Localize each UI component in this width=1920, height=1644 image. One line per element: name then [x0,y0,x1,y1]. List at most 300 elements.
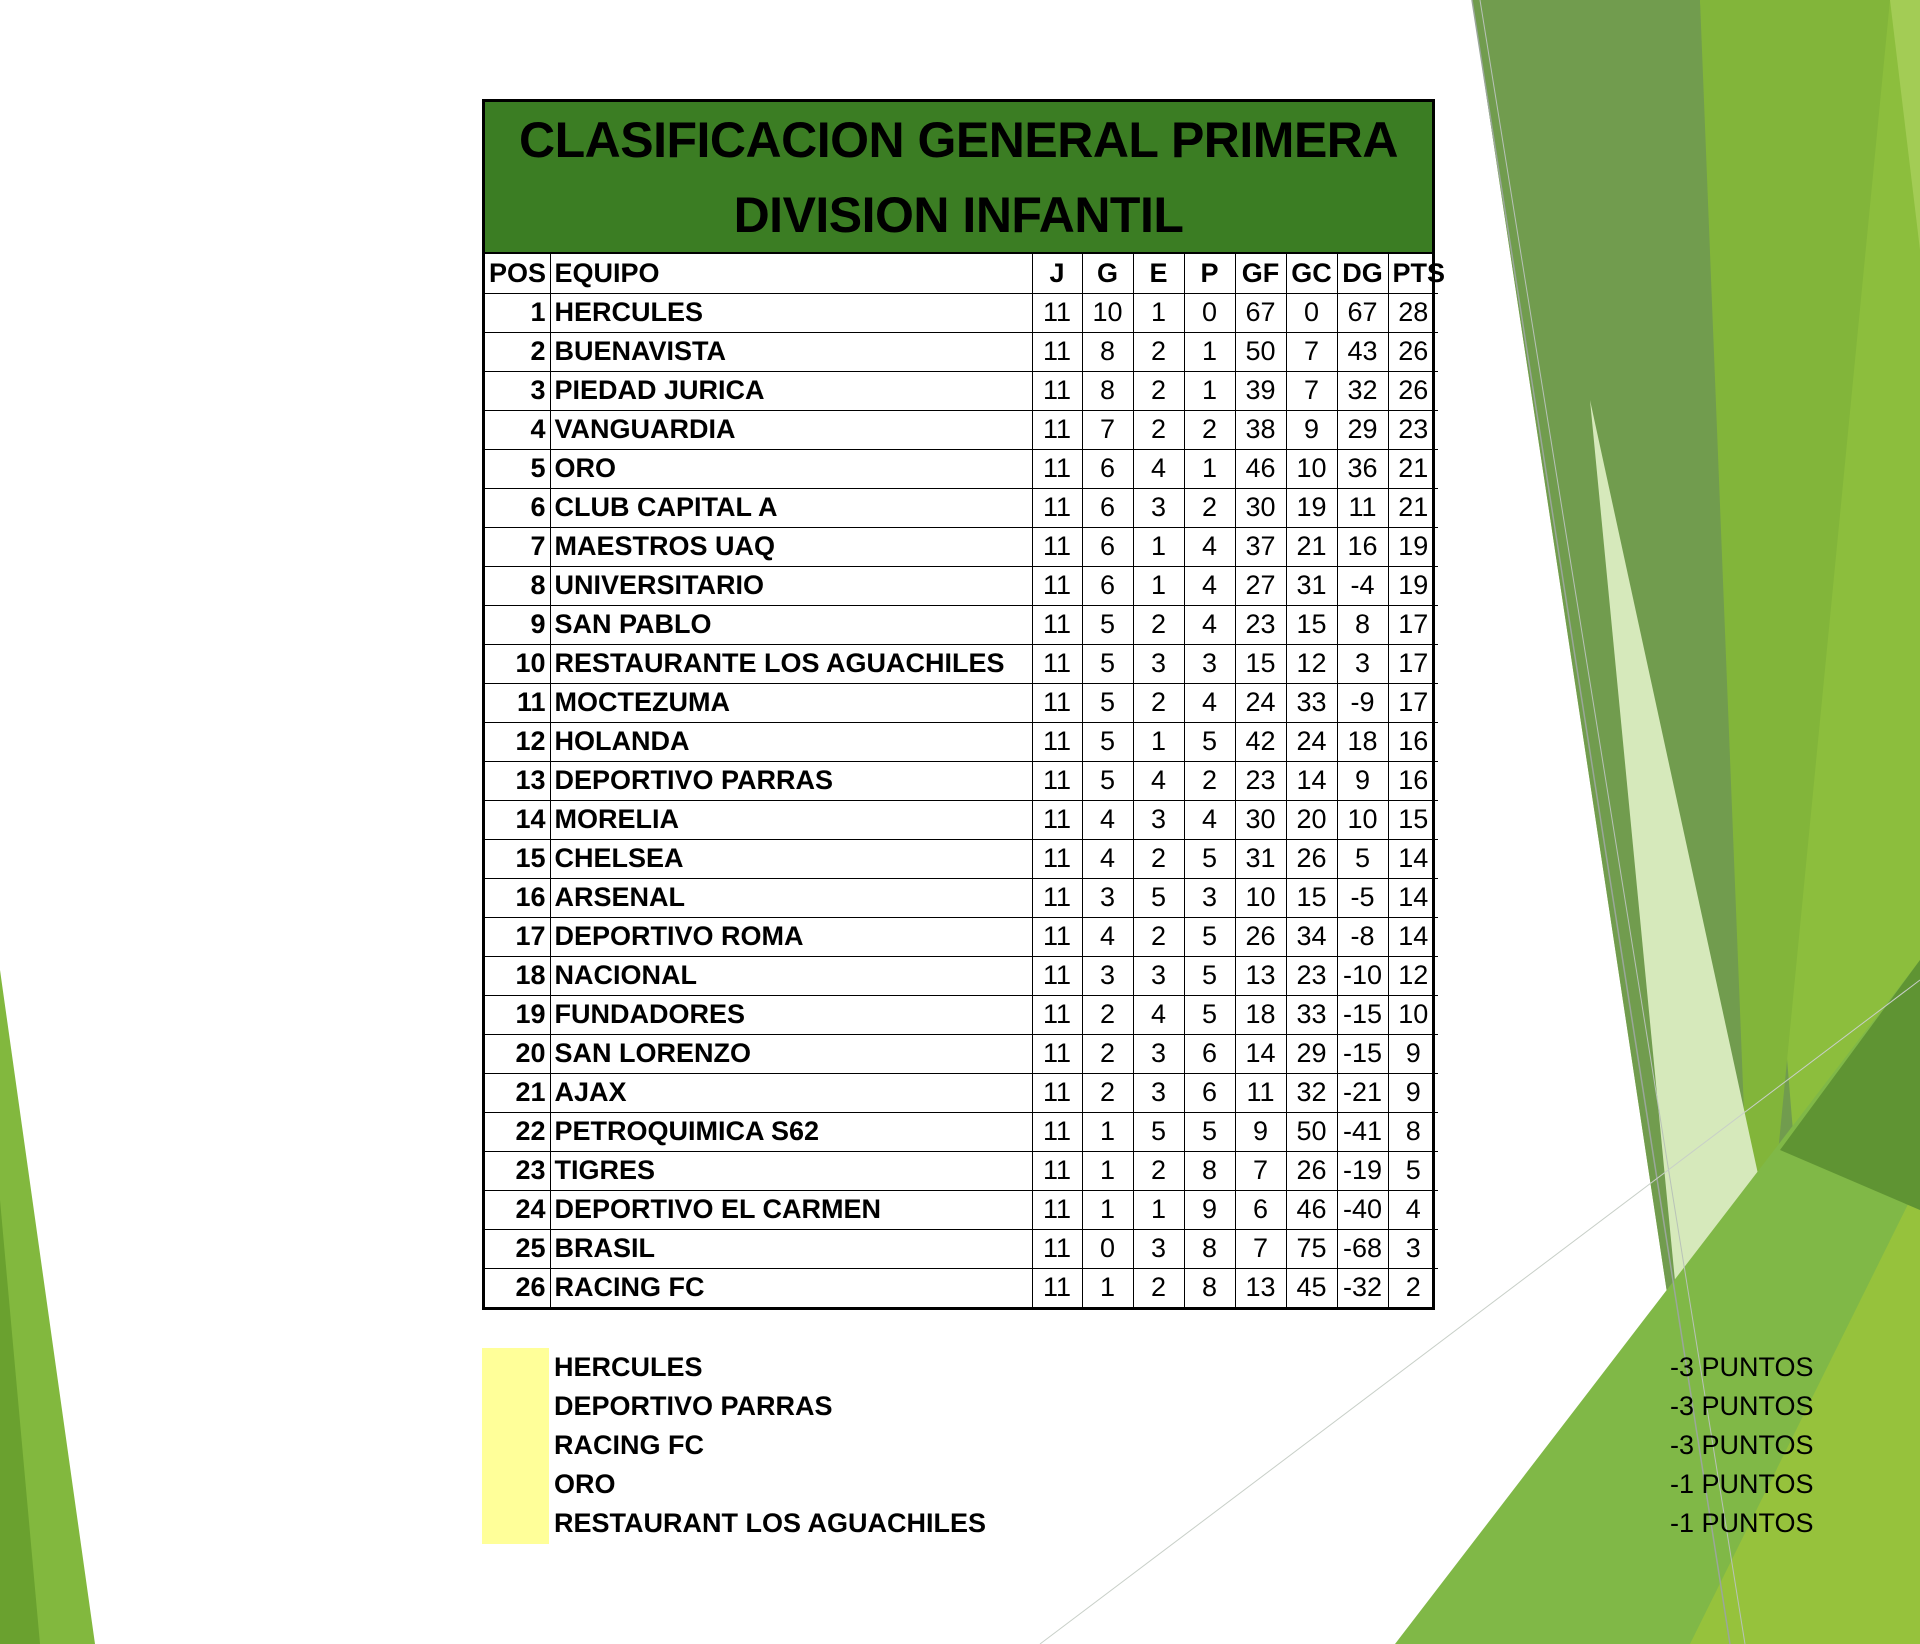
penalty-team: DEPORTIVO PARRAS [554,1391,833,1421]
cell-gf: 30 [1235,488,1286,527]
cell-dg: 10 [1337,800,1388,839]
cell-pts: 14 [1388,839,1438,878]
cell-dg: -32 [1337,1268,1388,1307]
cell-g: 5 [1082,605,1133,644]
header-team: EQUIPO [550,254,1032,293]
cell-g: 6 [1082,527,1133,566]
cell-p: 1 [1184,371,1235,410]
cell-gf: 26 [1235,917,1286,956]
cell-e: 2 [1133,332,1184,371]
cell-dg: -40 [1337,1190,1388,1229]
cell-pts: 21 [1388,488,1438,527]
cell-pts: 28 [1388,293,1438,332]
table-row [485,1112,1438,1151]
cell-j: 11 [1032,293,1082,332]
cell-p: 6 [1184,1073,1235,1112]
cell-g: 1 [1082,1268,1133,1307]
cell-gf: 6 [1235,1190,1286,1229]
cell-p: 4 [1184,527,1235,566]
cell-e: 5 [1133,878,1184,917]
cell-g: 1 [1082,1151,1133,1190]
cell-g: 4 [1082,800,1133,839]
standings-grid [485,254,1446,1307]
cell-gc: 9 [1286,410,1337,449]
cell-p: 1 [1184,332,1235,371]
cell-gc: 23 [1286,956,1337,995]
penalty-item [554,1504,1814,1543]
cell-team: FUNDADORES [550,995,1032,1034]
cell-pos: 12 [485,722,550,761]
cell-e: 1 [1133,293,1184,332]
cell-g: 4 [1082,917,1133,956]
cell-p: 5 [1184,917,1235,956]
cell-gc: 24 [1286,722,1337,761]
cell-dg: 36 [1337,449,1388,488]
cell-j: 11 [1032,1112,1082,1151]
cell-gf: 42 [1235,722,1286,761]
cell-p: 5 [1184,839,1235,878]
table-row [485,839,1438,878]
cell-team: NACIONAL [550,956,1032,995]
cell-g: 2 [1082,1034,1133,1073]
cell-team: UNIVERSITARIO [550,566,1032,605]
cell-pts: 17 [1388,683,1438,722]
table-row [485,566,1438,605]
cell-dg: 43 [1337,332,1388,371]
cell-p: 4 [1184,566,1235,605]
cell-gf: 39 [1235,371,1286,410]
cell-g: 2 [1082,995,1133,1034]
cell-j: 11 [1032,1268,1082,1307]
cell-j: 11 [1032,878,1082,917]
table-row [485,527,1438,566]
cell-pts: 26 [1388,371,1438,410]
cell-pos: 6 [485,488,550,527]
header-gc: GC [1286,254,1337,293]
header-e: E [1133,254,1184,293]
cell-j: 11 [1032,800,1082,839]
cell-team: MAESTROS UAQ [550,527,1032,566]
cell-p: 4 [1184,800,1235,839]
cell-g: 2 [1082,1073,1133,1112]
header-pos: POS [485,254,550,293]
cell-e: 1 [1133,722,1184,761]
cell-p: 3 [1184,644,1235,683]
cell-pts: 16 [1388,722,1438,761]
cell-g: 7 [1082,410,1133,449]
cell-e: 1 [1133,566,1184,605]
cell-gc: 14 [1286,761,1337,800]
cell-j: 11 [1032,917,1082,956]
table-row [485,683,1438,722]
cell-pos: 9 [485,605,550,644]
header-j: J [1032,254,1082,293]
cell-gc: 7 [1286,332,1337,371]
cell-g: 8 [1082,332,1133,371]
table-row [485,410,1438,449]
cell-j: 11 [1032,1151,1082,1190]
cell-team: HOLANDA [550,722,1032,761]
penalty-team: HERCULES [554,1352,703,1382]
cell-team: TIGRES [550,1151,1032,1190]
cell-e: 4 [1133,449,1184,488]
cell-e: 1 [1133,1190,1184,1229]
cell-e: 2 [1133,1151,1184,1190]
cell-dg: -41 [1337,1112,1388,1151]
cell-dg: 5 [1337,839,1388,878]
cell-gc: 46 [1286,1190,1337,1229]
cell-gf: 13 [1235,1268,1286,1307]
cell-pos: 13 [485,761,550,800]
cell-pts: 26 [1388,332,1438,371]
cell-team: PETROQUIMICA S62 [550,1112,1032,1151]
header-g: G [1082,254,1133,293]
table-row [485,488,1438,527]
cell-dg: 32 [1337,371,1388,410]
penalty-points: -3 PUNTOS [1670,1430,1814,1460]
cell-gc: 21 [1286,527,1337,566]
penalty-points: -1 PUNTOS [1670,1469,1814,1499]
penalty-item [554,1465,1814,1504]
cell-pts: 14 [1388,917,1438,956]
cell-gf: 11 [1235,1073,1286,1112]
cell-j: 11 [1032,683,1082,722]
cell-pts: 23 [1388,410,1438,449]
cell-team: VANGUARDIA [550,410,1032,449]
cell-e: 2 [1133,410,1184,449]
cell-gf: 50 [1235,332,1286,371]
penalty-item [554,1387,1814,1426]
cell-gf: 46 [1235,449,1286,488]
cell-e: 5 [1133,1112,1184,1151]
cell-g: 5 [1082,722,1133,761]
penalty-highlight [482,1348,549,1544]
table-row [485,917,1438,956]
cell-e: 3 [1133,956,1184,995]
cell-gf: 18 [1235,995,1286,1034]
cell-pos: 23 [485,1151,550,1190]
penalty-team: RESTAURANT LOS AGUACHILES [554,1508,986,1538]
cell-pos: 20 [485,1034,550,1073]
cell-dg: -5 [1337,878,1388,917]
cell-pos: 14 [485,800,550,839]
table-row [485,1034,1438,1073]
cell-gf: 67 [1235,293,1286,332]
table-title [485,102,1432,254]
cell-team: CHELSEA [550,839,1032,878]
cell-pts: 10 [1388,995,1438,1034]
cell-pos: 3 [485,371,550,410]
cell-pts: 5 [1388,1151,1438,1190]
cell-gf: 15 [1235,644,1286,683]
cell-pos: 5 [485,449,550,488]
cell-gc: 26 [1286,1151,1337,1190]
cell-e: 1 [1133,527,1184,566]
cell-team: RESTAURANTE LOS AGUACHILES [550,644,1032,683]
cell-j: 11 [1032,566,1082,605]
penalty-points: -3 PUNTOS [1670,1391,1814,1421]
cell-pts: 16 [1388,761,1438,800]
cell-e: 2 [1133,605,1184,644]
cell-e: 3 [1133,488,1184,527]
cell-gc: 75 [1286,1229,1337,1268]
cell-j: 11 [1032,488,1082,527]
table-row [485,995,1438,1034]
cell-e: 3 [1133,1229,1184,1268]
cell-pts: 4 [1388,1190,1438,1229]
cell-pos: 24 [485,1190,550,1229]
cell-gf: 7 [1235,1151,1286,1190]
cell-j: 11 [1032,371,1082,410]
cell-pts: 19 [1388,566,1438,605]
cell-j: 11 [1032,956,1082,995]
cell-p: 9 [1184,1190,1235,1229]
cell-gf: 7 [1235,1229,1286,1268]
cell-g: 5 [1082,683,1133,722]
cell-e: 2 [1133,1268,1184,1307]
table-row [485,761,1438,800]
cell-gc: 33 [1286,683,1337,722]
cell-pts: 9 [1388,1073,1438,1112]
cell-p: 8 [1184,1229,1235,1268]
cell-dg: -10 [1337,956,1388,995]
cell-dg: -15 [1337,1034,1388,1073]
cell-pos: 16 [485,878,550,917]
cell-j: 11 [1032,644,1082,683]
cell-j: 11 [1032,1034,1082,1073]
table-row [485,722,1438,761]
cell-g: 6 [1082,449,1133,488]
cell-gf: 31 [1235,839,1286,878]
penalty-points: -1 PUNTOS [1670,1508,1814,1538]
table-row [485,644,1438,683]
cell-team: RACING FC [550,1268,1032,1307]
table-row [485,1268,1438,1307]
cell-e: 2 [1133,683,1184,722]
cell-p: 4 [1184,683,1235,722]
cell-dg: 8 [1337,605,1388,644]
cell-dg: -4 [1337,566,1388,605]
table-row [485,293,1438,332]
cell-gc: 20 [1286,800,1337,839]
cell-p: 8 [1184,1151,1235,1190]
cell-p: 5 [1184,1112,1235,1151]
cell-g: 5 [1082,644,1133,683]
cell-team: HERCULES [550,293,1032,332]
cell-g: 6 [1082,488,1133,527]
cell-gc: 26 [1286,839,1337,878]
cell-gc: 7 [1286,371,1337,410]
standings-table [482,99,1446,1310]
cell-g: 4 [1082,839,1133,878]
cell-p: 1 [1184,449,1235,488]
cell-dg: 18 [1337,722,1388,761]
cell-team: BRASIL [550,1229,1032,1268]
cell-gc: 50 [1286,1112,1337,1151]
cell-gf: 23 [1235,605,1286,644]
cell-pos: 25 [485,1229,550,1268]
table-row [485,605,1438,644]
cell-gc: 29 [1286,1034,1337,1073]
cell-pos: 4 [485,410,550,449]
cell-g: 3 [1082,956,1133,995]
cell-pos: 11 [485,683,550,722]
cell-dg: -9 [1337,683,1388,722]
cell-j: 11 [1032,449,1082,488]
cell-pos: 2 [485,332,550,371]
cell-dg: -8 [1337,917,1388,956]
title-line-1: CLASIFICACION GENERAL PRIMERA [518,112,1399,168]
cell-pos: 21 [485,1073,550,1112]
table-row [485,332,1438,371]
cell-team: MORELIA [550,800,1032,839]
cell-gc: 10 [1286,449,1337,488]
cell-team: MOCTEZUMA [550,683,1032,722]
table-row [485,956,1438,995]
cell-gc: 33 [1286,995,1337,1034]
cell-team: SAN LORENZO [550,1034,1032,1073]
cell-dg: 9 [1337,761,1388,800]
cell-gf: 10 [1235,878,1286,917]
cell-pos: 7 [485,527,550,566]
cell-e: 2 [1133,917,1184,956]
cell-gc: 45 [1286,1268,1337,1307]
cell-g: 10 [1082,293,1133,332]
cell-pts: 15 [1388,800,1438,839]
table-row [485,800,1438,839]
cell-dg: 16 [1337,527,1388,566]
cell-pos: 18 [485,956,550,995]
cell-gf: 23 [1235,761,1286,800]
cell-pos: 22 [485,1112,550,1151]
cell-j: 11 [1032,995,1082,1034]
cell-team: ARSENAL [550,878,1032,917]
header-gf: GF [1235,254,1286,293]
cell-g: 8 [1082,371,1133,410]
cell-p: 2 [1184,761,1235,800]
cell-pts: 3 [1388,1229,1438,1268]
table-row [485,449,1438,488]
cell-p: 2 [1184,488,1235,527]
cell-p: 5 [1184,956,1235,995]
cell-pos: 19 [485,995,550,1034]
cell-gf: 9 [1235,1112,1286,1151]
cell-dg: 29 [1337,410,1388,449]
cell-gf: 38 [1235,410,1286,449]
table-row [485,371,1438,410]
cell-p: 3 [1184,878,1235,917]
cell-e: 3 [1133,1073,1184,1112]
table-row [485,878,1438,917]
cell-gf: 30 [1235,800,1286,839]
cell-pts: 2 [1388,1268,1438,1307]
cell-e: 3 [1133,644,1184,683]
cell-pts: 17 [1388,644,1438,683]
cell-gc: 34 [1286,917,1337,956]
cell-team: CLUB CAPITAL A [550,488,1032,527]
cell-gc: 19 [1286,488,1337,527]
cell-pos: 1 [485,293,550,332]
cell-e: 4 [1133,761,1184,800]
cell-pos: 17 [485,917,550,956]
cell-pos: 8 [485,566,550,605]
cell-g: 6 [1082,566,1133,605]
cell-g: 5 [1082,761,1133,800]
penalty-team: RACING FC [554,1430,704,1460]
cell-team: BUENAVISTA [550,332,1032,371]
cell-pos: 26 [485,1268,550,1307]
header-row [485,254,1438,293]
title-line-2: DIVISION INFANTIL [733,187,1184,243]
table-row [485,1073,1438,1112]
cell-pos: 10 [485,644,550,683]
cell-pos: 15 [485,839,550,878]
cell-j: 11 [1032,1073,1082,1112]
cell-e: 3 [1133,800,1184,839]
cell-pts: 17 [1388,605,1438,644]
cell-pts: 19 [1388,527,1438,566]
cell-dg: -21 [1337,1073,1388,1112]
cell-p: 8 [1184,1268,1235,1307]
cell-team: DEPORTIVO PARRAS [550,761,1032,800]
table-row [485,1229,1438,1268]
cell-j: 11 [1032,1190,1082,1229]
cell-p: 4 [1184,605,1235,644]
cell-j: 11 [1032,761,1082,800]
cell-g: 0 [1082,1229,1133,1268]
cell-j: 11 [1032,839,1082,878]
cell-p: 5 [1184,995,1235,1034]
cell-e: 2 [1133,371,1184,410]
standings-rows [485,293,1438,1307]
cell-p: 0 [1184,293,1235,332]
cell-g: 1 [1082,1112,1133,1151]
cell-pts: 12 [1388,956,1438,995]
cell-team: ORO [550,449,1032,488]
cell-dg: 67 [1337,293,1388,332]
cell-gc: 32 [1286,1073,1337,1112]
cell-pts: 14 [1388,878,1438,917]
cell-g: 1 [1082,1190,1133,1229]
cell-gf: 37 [1235,527,1286,566]
cell-j: 11 [1032,722,1082,761]
header-dg: DG [1337,254,1388,293]
penalty-points: -3 PUNTOS [1670,1352,1814,1382]
cell-gf: 13 [1235,956,1286,995]
penalty-item [554,1348,1814,1387]
cell-pts: 9 [1388,1034,1438,1073]
cell-gf: 24 [1235,683,1286,722]
cell-gc: 31 [1286,566,1337,605]
cell-gc: 12 [1286,644,1337,683]
cell-team: SAN PABLO [550,605,1032,644]
cell-pts: 8 [1388,1112,1438,1151]
cell-dg: -15 [1337,995,1388,1034]
cell-team: DEPORTIVO EL CARMEN [550,1190,1032,1229]
cell-e: 4 [1133,995,1184,1034]
table-row [485,1190,1438,1229]
cell-gf: 14 [1235,1034,1286,1073]
cell-dg: 3 [1337,644,1388,683]
cell-j: 11 [1032,605,1082,644]
cell-gf: 27 [1235,566,1286,605]
header-pts: PTS [1388,254,1438,293]
penalty-team: ORO [554,1469,616,1499]
cell-j: 11 [1032,1229,1082,1268]
cell-team: AJAX [550,1073,1032,1112]
cell-pts: 21 [1388,449,1438,488]
cell-dg: 11 [1337,488,1388,527]
